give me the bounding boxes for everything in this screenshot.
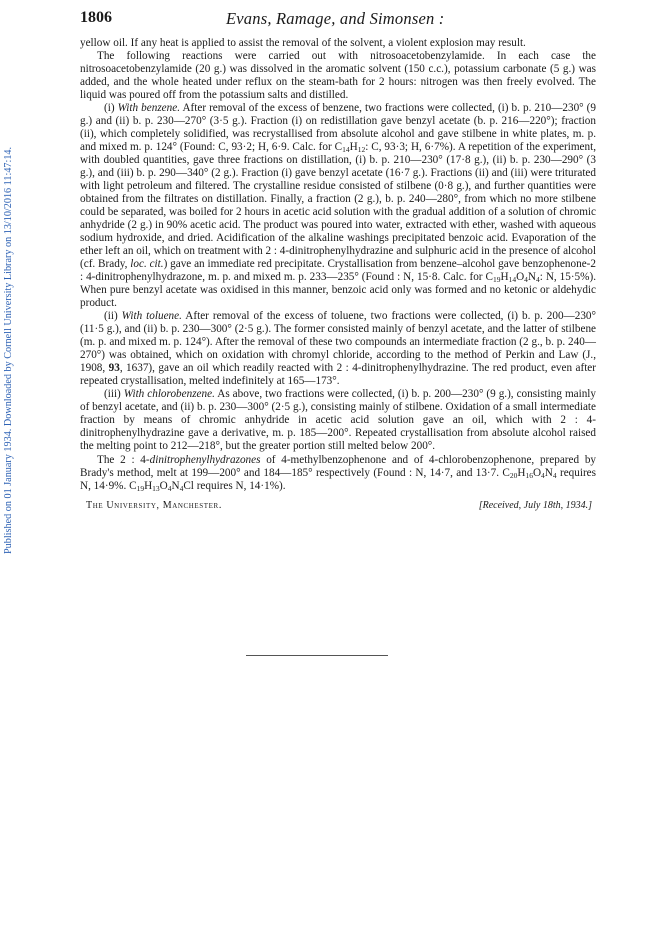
running-title: Evans, Ramage, and Simonsen :: [226, 9, 445, 28]
page-number: 1806: [80, 9, 112, 26]
section-heading-toluene: With toluene.: [121, 310, 182, 323]
section-heading-chlorobenzene: With chlorobenzene.: [123, 388, 215, 401]
reference-loc-cit: loc. cit.: [130, 258, 164, 271]
end-rule: [246, 655, 388, 656]
paragraph-chlorobenzene: (iii) With chlorobenzene. As above, two fractions were collected, (i) b. p. 200—230° (9 g.), consisting mainly of benzyl acetate, and (ii) b. p. 230—300° (2·5 g.), consisting mainly of stilbene. Oxidation of a small intermediate fraction by means of chromic anhydride in acetic acid solution gave an oil, which with 2 : 4-dinitrophenylhydrazine gave a derivative, m. p. 185—200°. Repeated crystallisation from absolute alcohol raised the melting point to 212—218°, but the greater portion still melted below 200°.: [80, 388, 597, 453]
compound-name-italic: dinitrophenylhydrazones: [149, 453, 261, 466]
article-body: [80, 37, 596, 512]
paragraph-toluene: (ii) With toluene. After removal of the excess of toluene, two fractions were collected, (i) b. p. 200—230° (11·5 g.), and (ii) b. p. 230—300° (2·5 g.). The former consisted mainly of benzyl acetate, and the latter of stilbene (m. p. and mixed m. p. 124°). After the removal of these two compounds an intermediate fraction (2 g., b. p. 240—270°) was obtained, which on oxidation with chromyl chloride, according to the method of Perkin and Law (J., 1908, 93, 1637), gave an oil which readily reacted with 2 : 4-dinitrophenylhydrazine. The red product, even after repeated crystallisation, melted indefinitely at 165—173°.: [80, 310, 596, 388]
sidebar-provenance-note: Published on 01 January 1934. Downloaded by Cornell University Library on 13/10/2016 11:47:14.: [3, 146, 14, 554]
paragraph-procedure: The following reactions were carried out with nitrosoacetobenzylamide. In each case the nitrosoacetobenzylamide (20 g.) was dissolved in the aromatic solvent (150 c.c.), potassium carbonate (5 g.) was added, and the whole heated under reflux on the steam-bath for 2 hours: nitrogen was then freely evolved. The liquid was poured off from the potassium salts and distilled.: [80, 50, 596, 102]
volume-number: 93: [108, 362, 120, 375]
footer-row: [80, 499, 596, 512]
paragraph-hydrazones: The 2 : 4-dinitrophenylhydrazones of 4-methylbenzophenone and of 4-chlorobenzophenone, prepared by Brady's method, melt at 199—200° and 184—185° respectively (Found : N, 14·7, and 13·7. $C_{20}H_{16}O_4N_4$ requires N, 14·9%. $C_{19}H_{13}O_4N_4Cl$ requires N, 14·1%).: [80, 453, 597, 493]
received-date: [Received, July 18th, 1934.]: [478, 499, 592, 511]
paragraph-continuation: yellow oil. If any heat is applied to assist the removal of the solvent, a violent explosion may result.: [80, 37, 526, 49]
paragraph-benzene: (i) With benzene. After removal of the excess of benzene, two fractions were collected, (i) b. p. 210—230° (9 g.) and (ii) b. p. 230—270° (3·5 g.). Fraction (i) on redistillation gave benzyl acetate (b. p. 216—220°); fraction (ii), which completely solidified, was recrystallised from absolute alcohol and gave stilbene in white plates, m. p. and mixed m. p. 124° (Found: C, 93·2; H, 6·9. Calc. for $C_{14}H_{12}$: C, 93·3; H, 6·7%). A repetition of the experiment, with doubled quantities, gave three fractions on distillation, (i) b. p. 210—230° (17·8 g.), (ii) b. p. 230—290° (3 g.), and (iii) b. p. 290—340° (2 g.). Fraction (i) gave benzyl acetate (16·7 g.). Fractions (ii) and (iii) were triturated with light petroleum and filtered. The crystalline residue consisted of stilbene (0·8 g.), and further quantities were obtained from the filtrates on distillation. Finally, a fraction (2 g.), b. p. 240—280°, from which no more stilbene could be separated, was boiled for 2 hours in acetic acid solution with the gradual addition of a solution of chromic anhydride (2 g.) in 90% acetic acid. The product was poured into water, extracted with ether, washed with aqueous sodium hydroxide, and dried. Acidification of the alkaline washings precipitated benzoic acid. Evaporation of the ether left an oil, which on treatment with 2 : 4-dinitrophenylhydrazine and sulphuric acid in the presence of alcohol (cf. Brady, loc. cit.) gave an immediate red precipitate. Crystallisation from benzene–alcohol gave benzophenone-2 : 4-dinitrophenylhydrazone, m. p. and mixed m. p. 233—235° (Found : N, 15·8. Calc. for $C_{19}H_{14}O_4N_4$: N, 15·5%). When pure benzyl acetate was oxidised in this manner, benzoic acid only was formed and no ketonic or aldehydic product.: [80, 102, 597, 310]
affiliation: The University, Manchester.: [86, 499, 222, 511]
section-heading-benzene: With benzene.: [117, 102, 180, 115]
